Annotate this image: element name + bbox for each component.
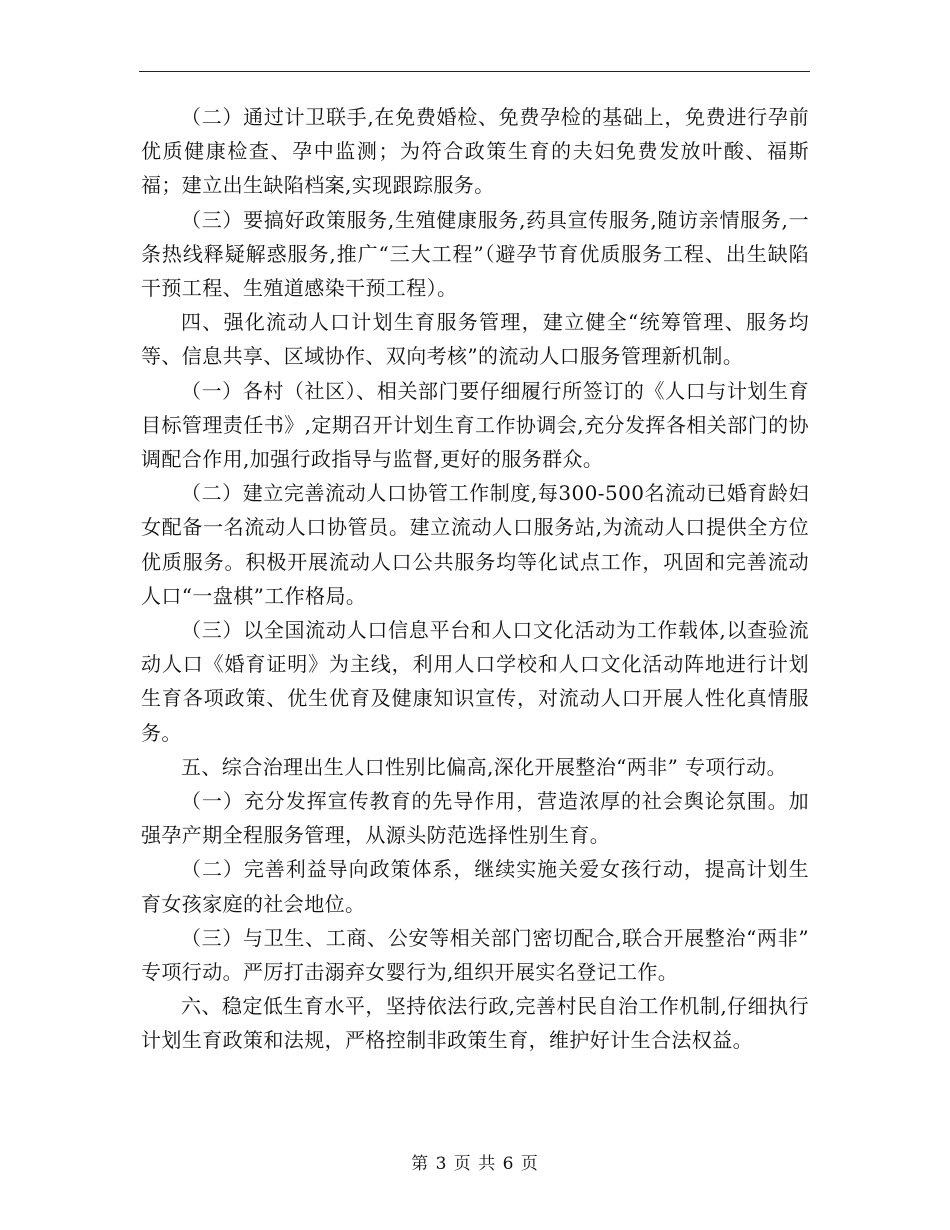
paragraph: （三）以全国流动人口信息平台和人口文化活动为工作载体,以查验流动人口《婚育证明》为主线，利用人口学校和人口文化活动阵地进行计划生育各项政策、优生优育及健康知识宣传，对流动人口开展人性化真情服务。	[141, 618, 809, 745]
paragraph: （二）完善利益导向政策体系，继续实施关爱女孩行动，提高计划生育女孩家庭的社会地位。	[141, 857, 809, 916]
paragraph: （二）建立完善流动人口协管工作制度,每300-500名流动已婚育龄妇女配备一名流动人口协管员。建立流动人口服务站,为流动人口提供全方位优质服务。积极开展流动人口公共服务均等化试点工作，巩固和完善流动人口“一盘棋”工作格局。	[141, 481, 809, 608]
header-rule	[139, 71, 810, 72]
paragraph: （三）与卫生、工商、公安等相关部门密切配合,联合开展整治“两非” 专项行动。严厉打击溺弃女婴行为,组织开展实名登记工作。	[141, 925, 809, 985]
section-heading: 五、综合治理出生人口性别比偏高,深化开展整治“两非” 专项行动。	[181, 754, 787, 779]
section-heading: 四、强化流动人口计划生育服务管理，建立健全“统筹管理、服务均等、信息共享、区域协作、双向考核”的流动人口服务管理新机制。	[141, 310, 809, 369]
section-heading: 六、稳定低生育水平，坚持依法行政,完善村民自治工作机制,仔细执行计划生育政策和法规，严格控制非政策生育，维护好计生合法权益。	[141, 994, 809, 1053]
paragraph: （一）充分发挥宣传教育的先导作用，营造浓厚的社会舆论氛围。加强孕产期全程服务管理，从源头防范选择性别生育。	[141, 789, 809, 848]
paragraph: （二）通过计卫联手,在免费婚检、免费孕检的基础上，免费进行孕前优质健康检查、孕中监测；为符合政策生育的夫妇免费发放叶酸、福斯福；建立出生缺陷档案,实现跟踪服务。	[141, 105, 809, 198]
paragraph: （三）要搞好政策服务,生殖健康服务,药具宣传服务,随访亲情服务,一条热线释疑解惑服务,推广“三大工程”（避孕节育优质服务工程、出生缺陷干预工程、生殖道感染干预工程）。	[141, 207, 809, 301]
paragraph: （一）各村（社区）、相关部门要仔细履行所签订的《人口与计划生育目标管理责任书》,定期召开计划生育工作协调会,充分发挥各相关部门的协调配合作用,加强行政指导与监督,更好的服务群众。	[141, 378, 809, 472]
body-text	[141, 100, 809, 1058]
page-footer: 第 3 页 共 6 页	[411, 1154, 539, 1174]
